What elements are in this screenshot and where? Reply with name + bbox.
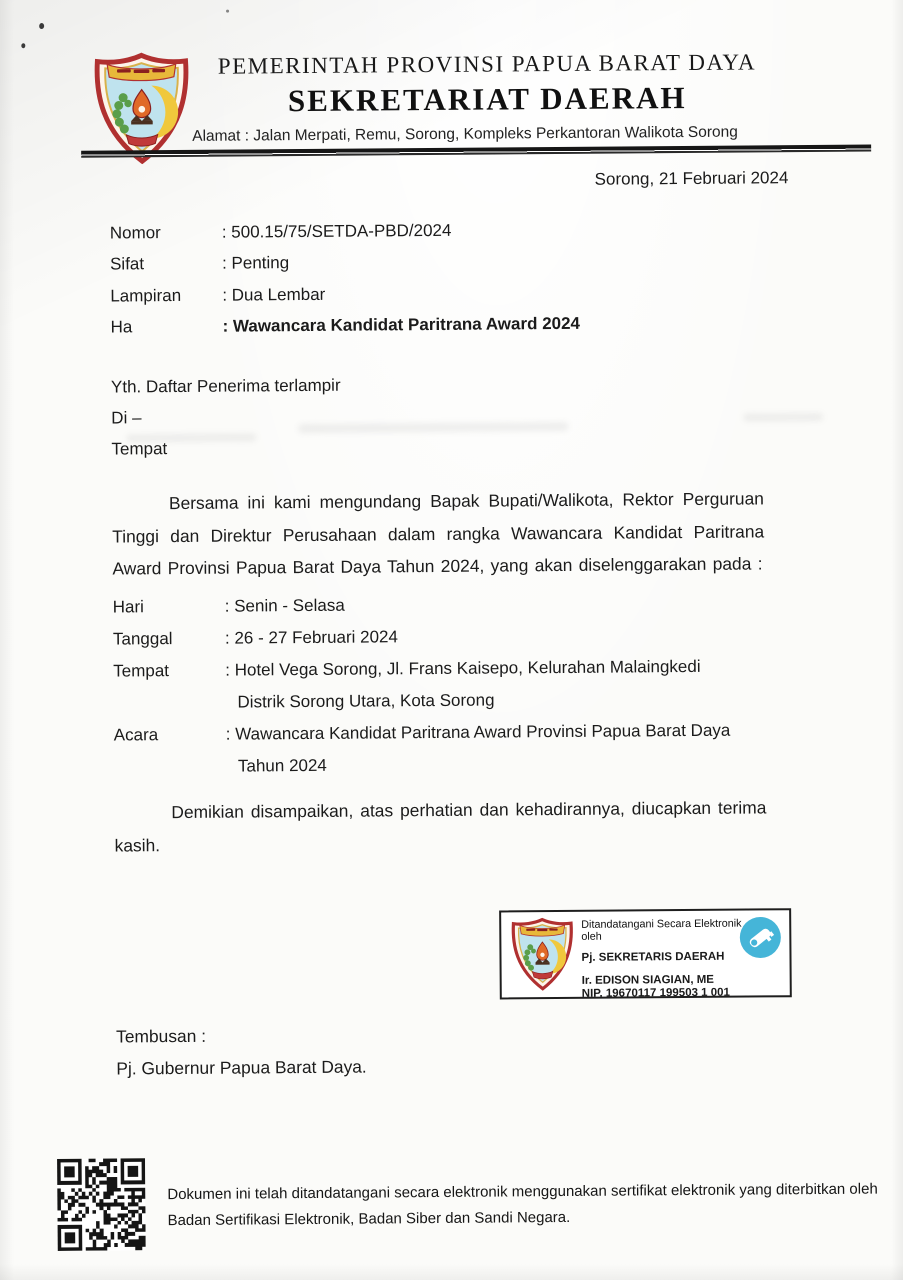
tembusan-block [116,1019,367,1085]
meta-row-lampiran [110,277,580,312]
letterhead-government-name: PEMERINTAH PROVINSI PAPUA BARAT DAYA [217,49,757,79]
detail-label: Acara [113,725,159,745]
addressee-line: Yth. Daftar Penerima terlampir [110,375,341,397]
detail-row-acara [114,715,731,752]
electronic-signature-stamp [499,908,792,999]
addressee-block [111,370,341,465]
addressee-line: Tempat [111,439,168,459]
detail-label: Tanggal [112,629,173,649]
meta-row-sifat [110,245,580,280]
detail-value-line2: Tahun 2024 [237,755,327,776]
letter-meta-block [110,214,580,343]
verification-qr-code [57,1158,146,1251]
addressee-line: Di – [111,408,142,428]
detail-value-line2: Distrik Sorong Utara, Kota Sorong [237,690,495,712]
tembusan-label: Tembusan : [116,1025,207,1047]
place-date-line: Sorong, 21 Februari 2024 [594,168,789,189]
detail-row-tempat [113,651,730,688]
stamp-signed-line: Ditandatangani Secara Elektronik oleh [581,917,742,943]
footer-disclaimer: Dokumen ini telah ditandatangani secara elektronik menggunakan sertifikat elektronik yang diterbitkan oleh Badan Sertifikasi Elektronik, Badan Siber dan Sandi Negara. [167,1180,878,1229]
stamp-signer-nip: NIP. 19670117 199503 1 001 [581,986,730,1000]
detail-label: Tempat [113,661,170,681]
detail-value: : Wawancara Kandidat Paritrana Award Provinsi Papua Barat Daya [225,720,731,744]
letterhead-department-name: SEKRETARIAT DAERAH [287,79,687,119]
detail-value: : Senin - Selasa [224,595,345,616]
meta-value: : Penting [221,253,290,274]
detail-row-tanggal [113,619,730,656]
event-details-block [113,587,731,784]
meta-value: : 500.15/75/SETDA-PBD/2024 [221,220,452,242]
scan-speck [226,10,229,13]
letterhead-rule [81,145,871,158]
provincial-crest-logo-small [510,917,575,992]
detail-value: : Hotel Vega Sorong, Jl. Frans Kaisepo, Kelurahan Malaingkedi [225,656,701,680]
scan-speck [21,43,25,48]
meta-label: Nomor [109,223,161,243]
meta-row-hal [110,308,580,343]
stamp-signer-name: Ir. EDISON SIAGIAN, ME [581,973,715,987]
bleed-through-artifact [743,413,823,422]
closing-paragraph: Demikian disampaikan, atas perhatian dan kehadirannya, diucapkan terima kasih. [114,797,767,856]
meta-row-nomor [110,214,580,249]
meta-value: : Wawancara Kandidat Paritrana Award 2024 [222,314,581,336]
detail-row-hari [113,587,730,624]
tembusan-item: Pj. Gubernur Papua Barat Daya. [116,1056,367,1079]
stamp-text-block [581,918,752,1000]
opening-paragraph: Bersama ini kami mengundang Bapak Bupati/Walikota, Rektor Perguruan Tinggi dan Direktur Perusahaan dalam rangka Wawancara Kandidat Paritrana Award Provinsi Papua Barat Daya Tahun 2024, yang akan diselenggarakan pada : [112,488,765,579]
meta-label: Sifat [109,254,145,274]
meta-label: Ha [110,317,133,337]
meta-value: : Dua Lembar [222,284,326,305]
detail-value: : 26 - 27 Februari 2024 [224,627,399,648]
stamp-position-title: Pj. SEKRETARIS DAERAH [581,950,725,964]
detail-label: Hari [112,597,144,617]
letterhead-address: Alamat : Jalan Merpati, Remu, Sorong, Kompleks Perkantoran Walikota Sorong [192,123,738,145]
scan-speck [39,23,44,29]
meta-label: Lampiran [110,285,182,306]
